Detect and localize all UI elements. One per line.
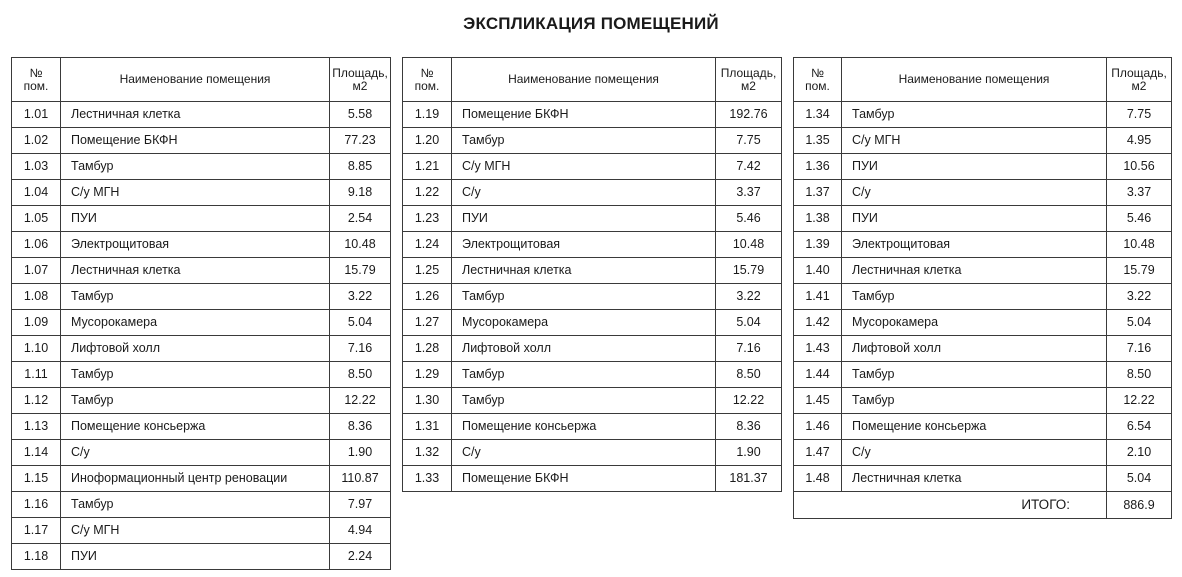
table-row — [794, 336, 1172, 362]
room-name-cell: С/у — [842, 440, 1107, 466]
room-name-cell: Помещение БКФН — [61, 128, 330, 154]
room-area-cell: 9.18 — [330, 180, 391, 206]
room-number-cell: 1.34 — [794, 102, 842, 128]
table-row — [794, 466, 1172, 492]
table-body — [12, 102, 391, 570]
table-row — [403, 232, 782, 258]
table-row — [12, 284, 391, 310]
room-name-cell: Тамбур — [842, 284, 1107, 310]
table-row — [12, 102, 391, 128]
room-number-cell: 1.03 — [12, 154, 61, 180]
table-row — [794, 362, 1172, 388]
table-row — [794, 284, 1172, 310]
room-number-cell: 1.28 — [403, 336, 452, 362]
room-area-cell: 10.56 — [1107, 154, 1172, 180]
table-row — [403, 128, 782, 154]
room-number-cell: 1.25 — [403, 258, 452, 284]
room-area-cell: 3.37 — [1107, 180, 1172, 206]
room-name-cell: Помещение БКФН — [452, 466, 716, 492]
table-row — [403, 310, 782, 336]
room-name-cell: С/у — [452, 180, 716, 206]
table-row — [403, 258, 782, 284]
room-area-cell: 8.50 — [716, 362, 782, 388]
table-row — [12, 388, 391, 414]
room-area-cell: 5.04 — [1107, 466, 1172, 492]
table-row — [794, 232, 1172, 258]
room-name-cell: ПУИ — [452, 206, 716, 232]
room-number-cell: 1.26 — [403, 284, 452, 310]
room-name-cell: Тамбур — [842, 388, 1107, 414]
table-row — [12, 180, 391, 206]
table-row — [794, 258, 1172, 284]
room-area-cell: 7.16 — [330, 336, 391, 362]
room-name-cell: Тамбур — [452, 388, 716, 414]
room-area-cell: 5.04 — [1107, 310, 1172, 336]
table-row — [12, 518, 391, 544]
room-area-cell: 4.95 — [1107, 128, 1172, 154]
table-row — [794, 310, 1172, 336]
room-name-cell: С/у — [842, 180, 1107, 206]
room-area-cell: 5.58 — [330, 102, 391, 128]
table-row — [12, 492, 391, 518]
explication-table-1 — [11, 57, 391, 570]
table-body — [403, 102, 782, 492]
room-number-cell: 1.15 — [12, 466, 61, 492]
room-name-cell: Тамбур — [452, 284, 716, 310]
room-number-cell: 1.44 — [794, 362, 842, 388]
header-room-name: Наименование помещения — [452, 58, 716, 102]
room-number-cell: 1.06 — [12, 232, 61, 258]
room-name-cell: С/у МГН — [61, 518, 330, 544]
header-room-area: Площадь, м2 — [1107, 58, 1172, 102]
header-room-number: № пом. — [403, 58, 452, 102]
room-number-cell: 1.10 — [12, 336, 61, 362]
room-number-cell: 1.17 — [12, 518, 61, 544]
room-number-cell: 1.35 — [794, 128, 842, 154]
room-number-cell: 1.47 — [794, 440, 842, 466]
table-row — [12, 362, 391, 388]
room-area-cell: 12.22 — [330, 388, 391, 414]
room-number-cell: 1.02 — [12, 128, 61, 154]
total-row — [794, 492, 1172, 519]
room-name-cell: ПУИ — [842, 206, 1107, 232]
table-row — [403, 388, 782, 414]
room-name-cell: Помещение консьержа — [61, 414, 330, 440]
room-area-cell: 8.50 — [1107, 362, 1172, 388]
room-area-cell: 7.16 — [716, 336, 782, 362]
room-name-cell: Лестничная клетка — [842, 258, 1107, 284]
header-room-number: № пом. — [12, 58, 61, 102]
room-number-cell: 1.40 — [794, 258, 842, 284]
room-name-cell: Лестничная клетка — [842, 466, 1107, 492]
room-name-cell: Электрощитовая — [452, 232, 716, 258]
page-title: ЭКСПЛИКАЦИЯ ПОМЕЩЕНИЙ — [463, 14, 719, 33]
table-row — [403, 180, 782, 206]
room-area-cell: 5.04 — [716, 310, 782, 336]
room-number-cell: 1.13 — [12, 414, 61, 440]
table-row — [403, 284, 782, 310]
room-name-cell: Лестничная клетка — [61, 102, 330, 128]
room-area-cell: 181.37 — [716, 466, 782, 492]
room-number-cell: 1.23 — [403, 206, 452, 232]
room-area-cell: 3.22 — [330, 284, 391, 310]
room-number-cell: 1.36 — [794, 154, 842, 180]
room-name-cell: С/у МГН — [842, 128, 1107, 154]
room-area-cell: 5.46 — [716, 206, 782, 232]
room-name-cell: ПУИ — [842, 154, 1107, 180]
room-area-cell: 12.22 — [1107, 388, 1172, 414]
table-row — [794, 388, 1172, 414]
table-row — [12, 336, 391, 362]
room-area-cell: 7.97 — [330, 492, 391, 518]
room-area-cell: 7.75 — [716, 128, 782, 154]
table-row — [403, 336, 782, 362]
room-area-cell: 8.36 — [716, 414, 782, 440]
room-area-cell: 7.42 — [716, 154, 782, 180]
room-area-cell: 5.04 — [330, 310, 391, 336]
room-name-cell: Помещение консьержа — [452, 414, 716, 440]
room-name-cell: Помещение консьержа — [842, 414, 1107, 440]
room-name-cell: Мусорокамера — [842, 310, 1107, 336]
table-header-row — [12, 58, 391, 102]
table-row — [12, 414, 391, 440]
room-area-cell: 10.48 — [1107, 232, 1172, 258]
table-row — [12, 440, 391, 466]
room-number-cell: 1.42 — [794, 310, 842, 336]
room-number-cell: 1.32 — [403, 440, 452, 466]
room-name-cell: Мусорокамера — [452, 310, 716, 336]
room-number-cell: 1.30 — [403, 388, 452, 414]
table-row — [794, 128, 1172, 154]
room-name-cell: ПУИ — [61, 544, 330, 570]
room-area-cell: 192.76 — [716, 102, 782, 128]
room-area-cell: 1.90 — [716, 440, 782, 466]
room-number-cell: 1.16 — [12, 492, 61, 518]
room-name-cell: Тамбур — [61, 154, 330, 180]
table-row — [12, 258, 391, 284]
room-name-cell: Электрощитовая — [61, 232, 330, 258]
room-area-cell: 1.90 — [330, 440, 391, 466]
room-number-cell: 1.07 — [12, 258, 61, 284]
room-number-cell: 1.21 — [403, 154, 452, 180]
room-name-cell: Тамбур — [842, 102, 1107, 128]
room-number-cell: 1.39 — [794, 232, 842, 258]
header-room-number: № пом. — [794, 58, 842, 102]
room-name-cell: ПУИ — [61, 206, 330, 232]
room-number-cell: 1.45 — [794, 388, 842, 414]
room-name-cell: Лифтовой холл — [842, 336, 1107, 362]
room-number-cell: 1.09 — [12, 310, 61, 336]
room-number-cell: 1.38 — [794, 206, 842, 232]
room-name-cell: Мусорокамера — [61, 310, 330, 336]
room-name-cell: Иноформационный центр реновации — [61, 466, 330, 492]
room-number-cell: 1.04 — [12, 180, 61, 206]
table-row — [403, 206, 782, 232]
room-name-cell: Помещение БКФН — [452, 102, 716, 128]
room-number-cell: 1.18 — [12, 544, 61, 570]
header-room-area: Площадь, м2 — [716, 58, 782, 102]
room-area-cell: 10.48 — [330, 232, 391, 258]
room-area-cell: 5.46 — [1107, 206, 1172, 232]
room-area-cell: 3.22 — [716, 284, 782, 310]
room-name-cell: Лестничная клетка — [61, 258, 330, 284]
room-number-cell: 1.48 — [794, 466, 842, 492]
room-area-cell: 110.87 — [330, 466, 391, 492]
room-area-cell: 2.24 — [330, 544, 391, 570]
table-row — [403, 440, 782, 466]
room-name-cell: С/у — [61, 440, 330, 466]
room-name-cell: С/у МГН — [61, 180, 330, 206]
table-row — [794, 154, 1172, 180]
room-number-cell: 1.08 — [12, 284, 61, 310]
table-header-row — [794, 58, 1172, 102]
room-area-cell: 77.23 — [330, 128, 391, 154]
room-area-cell: 15.79 — [330, 258, 391, 284]
room-name-cell: Тамбур — [61, 284, 330, 310]
room-number-cell: 1.29 — [403, 362, 452, 388]
table-row — [12, 154, 391, 180]
table-row — [403, 362, 782, 388]
table-row — [794, 206, 1172, 232]
table-header-row — [403, 58, 782, 102]
room-name-cell: Тамбур — [452, 128, 716, 154]
room-number-cell: 1.22 — [403, 180, 452, 206]
explication-table-2 — [402, 57, 782, 492]
table-row — [12, 544, 391, 570]
room-number-cell: 1.05 — [12, 206, 61, 232]
room-name-cell: С/у МГН — [452, 154, 716, 180]
room-number-cell: 1.41 — [794, 284, 842, 310]
room-area-cell: 10.48 — [716, 232, 782, 258]
room-number-cell: 1.37 — [794, 180, 842, 206]
table-row — [794, 180, 1172, 206]
room-name-cell: С/у — [452, 440, 716, 466]
room-number-cell: 1.01 — [12, 102, 61, 128]
total-value: 886.9 — [1107, 492, 1172, 519]
room-area-cell: 8.36 — [330, 414, 391, 440]
table-row — [12, 466, 391, 492]
total-label: ИТОГО: — [794, 492, 1107, 519]
table-row — [12, 310, 391, 336]
table-row — [794, 440, 1172, 466]
room-number-cell: 1.20 — [403, 128, 452, 154]
room-number-cell: 1.27 — [403, 310, 452, 336]
room-name-cell: Лифтовой холл — [452, 336, 716, 362]
table-body — [794, 102, 1172, 519]
room-area-cell: 4.94 — [330, 518, 391, 544]
table-row — [12, 128, 391, 154]
room-name-cell: Тамбур — [452, 362, 716, 388]
room-area-cell: 7.75 — [1107, 102, 1172, 128]
room-number-cell: 1.46 — [794, 414, 842, 440]
header-room-name: Наименование помещения — [842, 58, 1107, 102]
room-number-cell: 1.31 — [403, 414, 452, 440]
room-number-cell: 1.24 — [403, 232, 452, 258]
room-area-cell: 6.54 — [1107, 414, 1172, 440]
room-area-cell: 15.79 — [716, 258, 782, 284]
room-number-cell: 1.33 — [403, 466, 452, 492]
table-row — [12, 232, 391, 258]
table-row — [403, 414, 782, 440]
room-area-cell: 15.79 — [1107, 258, 1172, 284]
table-row — [403, 102, 782, 128]
room-name-cell: Электрощитовая — [842, 232, 1107, 258]
table-row — [403, 154, 782, 180]
room-area-cell: 2.54 — [330, 206, 391, 232]
header-room-area: Площадь, м2 — [330, 58, 391, 102]
room-area-cell: 7.16 — [1107, 336, 1172, 362]
room-name-cell: Лифтовой холл — [61, 336, 330, 362]
table-row — [403, 466, 782, 492]
explication-table-3 — [793, 57, 1172, 519]
table-row — [12, 206, 391, 232]
table-row — [794, 102, 1172, 128]
table-row — [794, 414, 1172, 440]
room-number-cell: 1.14 — [12, 440, 61, 466]
room-name-cell: Тамбур — [61, 388, 330, 414]
room-area-cell: 3.37 — [716, 180, 782, 206]
room-area-cell: 2.10 — [1107, 440, 1172, 466]
room-number-cell: 1.12 — [12, 388, 61, 414]
room-name-cell: Тамбур — [61, 362, 330, 388]
room-number-cell: 1.43 — [794, 336, 842, 362]
room-area-cell: 3.22 — [1107, 284, 1172, 310]
room-area-cell: 12.22 — [716, 388, 782, 414]
room-name-cell: Тамбур — [842, 362, 1107, 388]
room-area-cell: 8.50 — [330, 362, 391, 388]
room-name-cell: Лестничная клетка — [452, 258, 716, 284]
room-number-cell: 1.19 — [403, 102, 452, 128]
room-area-cell: 8.85 — [330, 154, 391, 180]
room-number-cell: 1.11 — [12, 362, 61, 388]
header-room-name: Наименование помещения — [61, 58, 330, 102]
room-name-cell: Тамбур — [61, 492, 330, 518]
